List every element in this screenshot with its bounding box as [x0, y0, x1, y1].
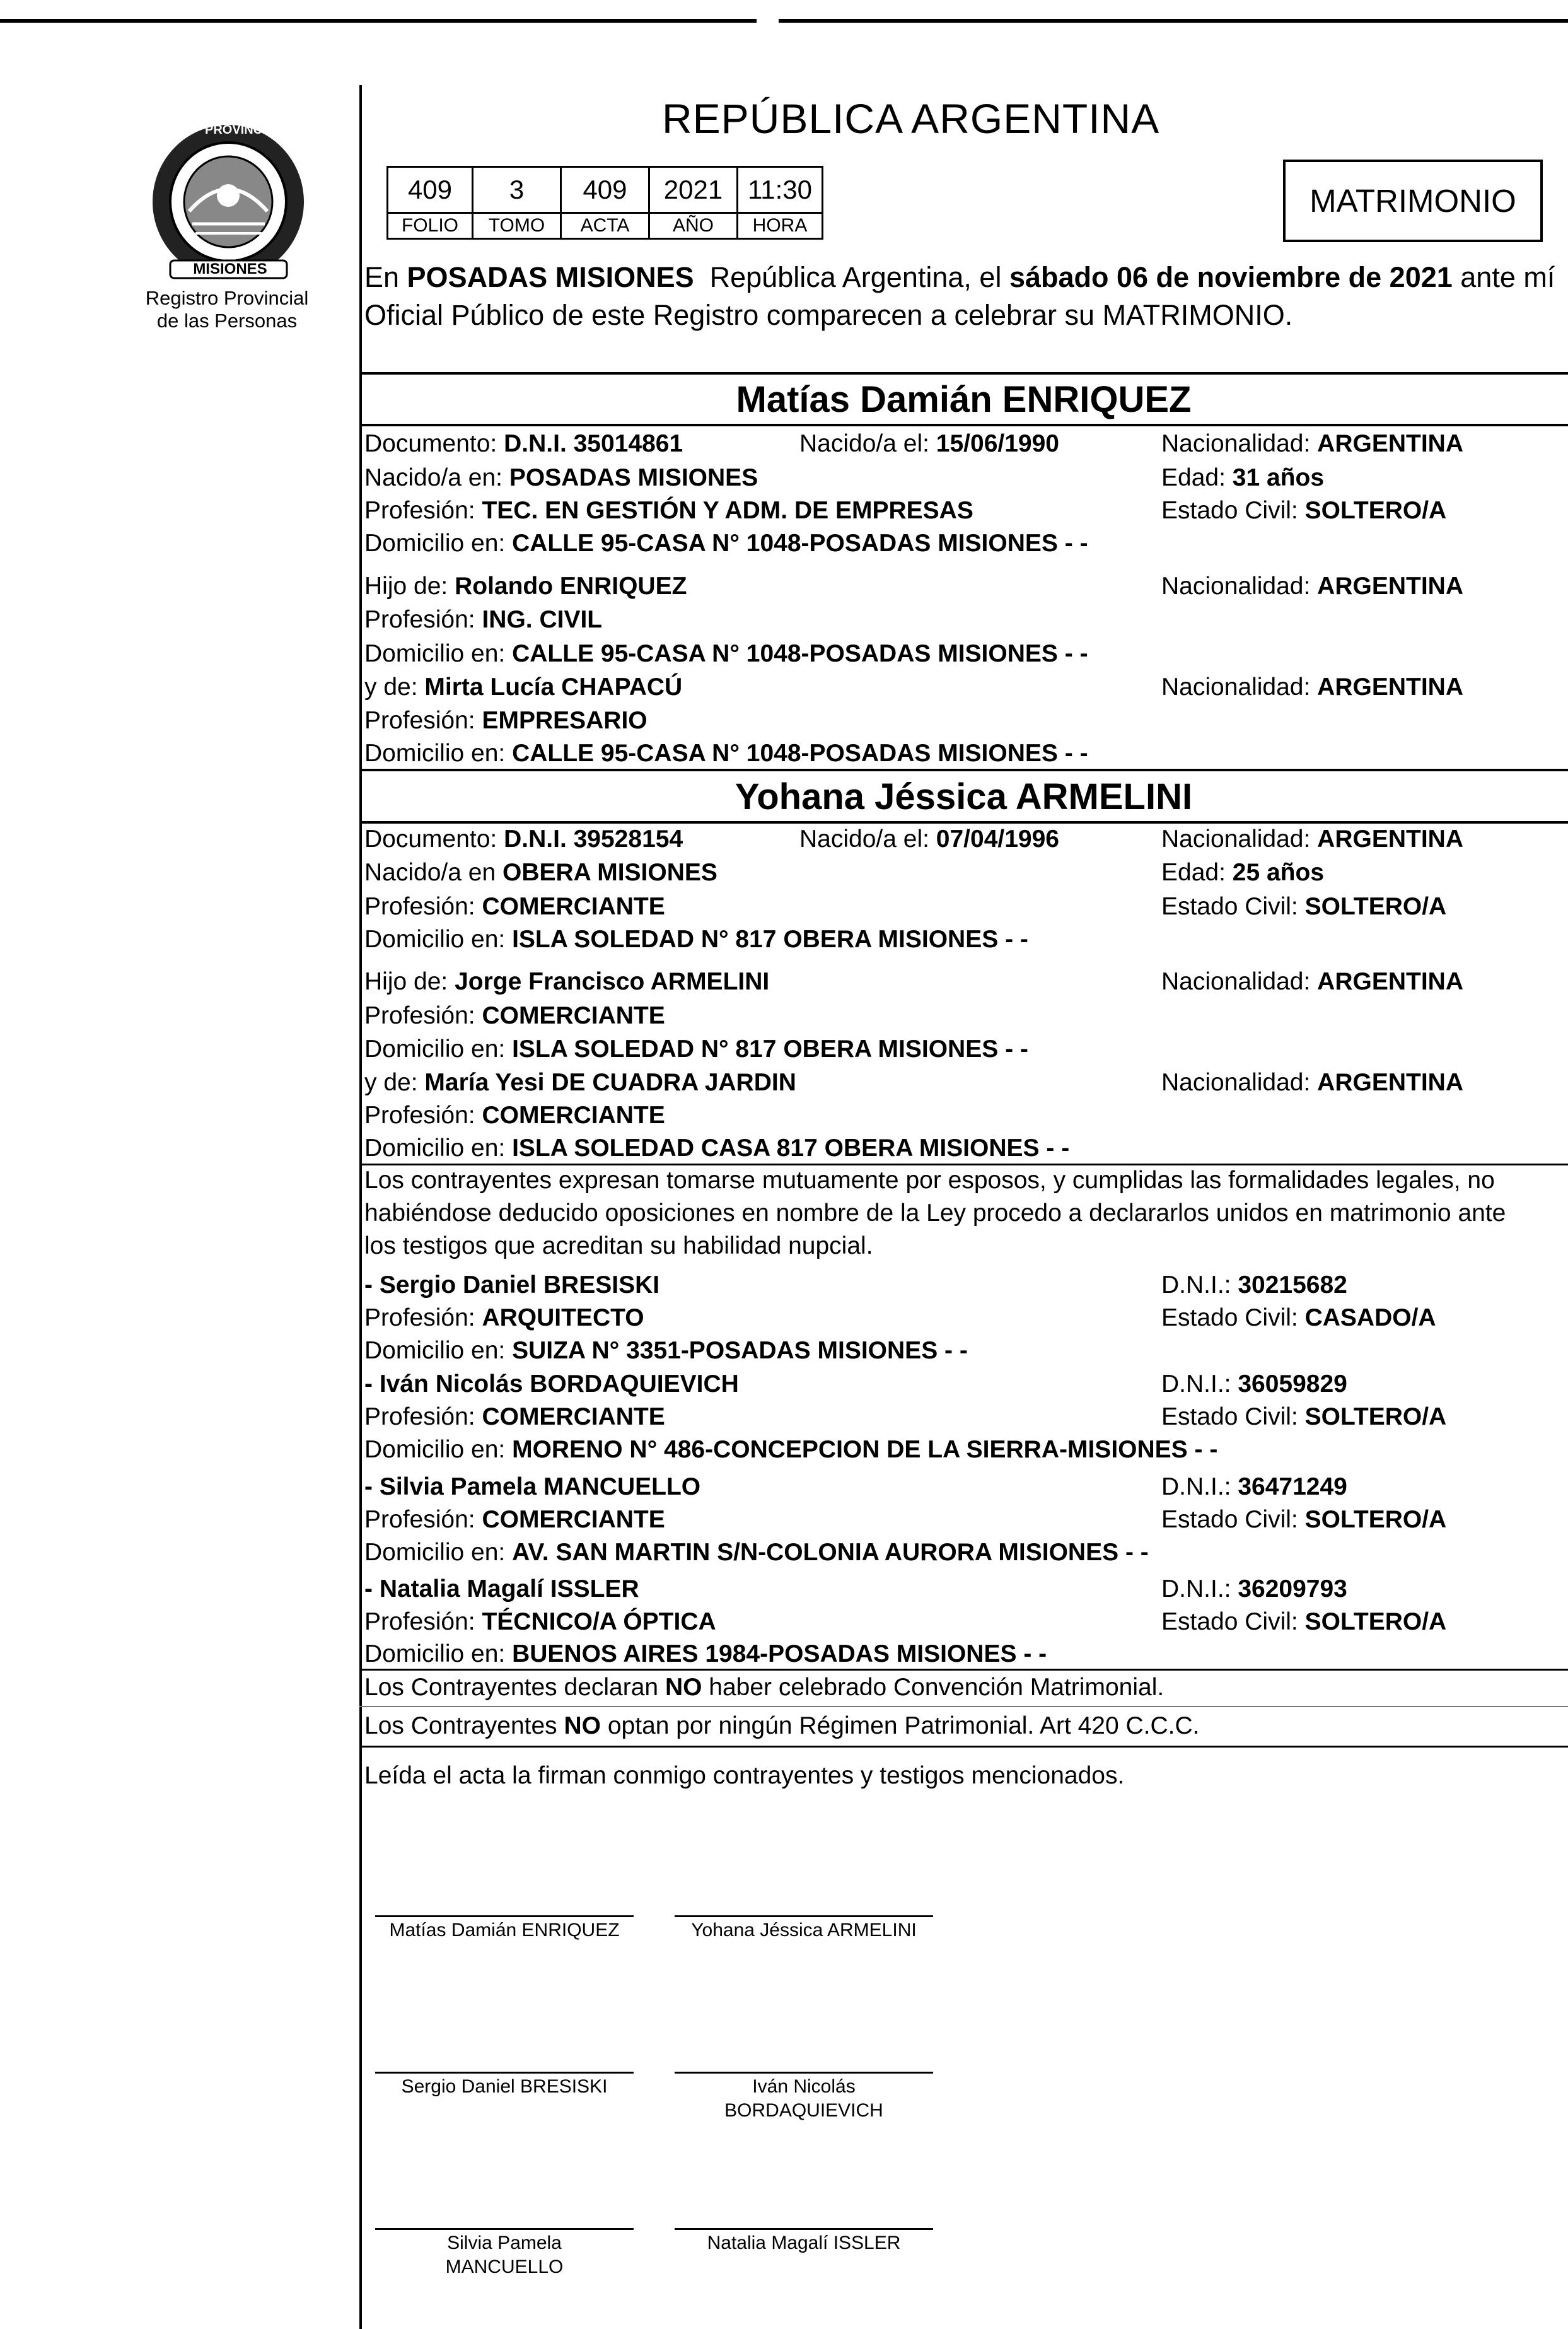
witness2-name: - Iván Nicolás BORDAQUIEVICH [364, 1370, 739, 1398]
spouse2-mother-address: Domicilio en: ISLA SOLEDAD CASA 817 OBERA MISIONES - - [364, 1135, 1070, 1162]
spouse2-father: Hijo de: Jorge Francisco ARMELINI [364, 968, 770, 995]
acta-label: ACTA [561, 213, 649, 239]
spouse2-father-profession: Profesión: COMERCIANTE [364, 1002, 665, 1029]
divider [359, 769, 1568, 771]
spouse2-age: Edad: 25 años [1161, 859, 1325, 886]
witness4-address: Domicilio en: BUENOS AIRES 1984-POSADAS MISIONES - - [364, 1640, 1047, 1667]
witness3-profession: Profesión: COMERCIANTE [364, 1506, 665, 1533]
spouse1-profession: Profesión: TEC. EN GESTIÓN Y ADM. DE EMPRESAS [364, 497, 973, 524]
spouse1-age: Edad: 31 años [1161, 464, 1325, 491]
spouse2-birthdate: Nacido/a el: 07/04/1996 [799, 826, 1059, 853]
witness1-name: - Sergio Daniel BRESISKI [364, 1271, 660, 1299]
witness1-civil-status: Estado Civil: CASADO/A [1161, 1304, 1436, 1331]
witness4-civil-status: Estado Civil: SOLTERO/A [1161, 1608, 1447, 1635]
signature-name-5-line1: Silvia Pamela [447, 2233, 562, 2253]
spouse2-mother: y de: María Yesi DE CUADRA JARDIN [364, 1069, 796, 1096]
provincial-seal-icon [145, 117, 312, 284]
record-table [386, 166, 823, 240]
closing-text: Leída el acta la firman conmigo contrayentes y testigos mencionados. [364, 1762, 1125, 1789]
signature-name-5-line2: MANCUELLO [445, 2256, 564, 2277]
hour-value: 11:30 [738, 167, 823, 213]
registry-label [107, 287, 347, 332]
signature-line [375, 2228, 634, 2230]
year-value: 2021 [649, 167, 738, 213]
spouse1-nationality: Nacionalidad: ARGENTINA [1161, 430, 1464, 457]
witness3-address: Domicilio en: AV. SAN MARTIN S/N-COLONIA AURORA MISIONES - - [364, 1539, 1149, 1566]
spouse1-document: Documento: D.N.I. 35014861 [364, 430, 683, 457]
witness1-profession: Profesión: ARQUITECTO [364, 1304, 644, 1331]
convention-line2: Los Contrayentes NO optan por ningún Régimen Patrimonial. Art 420 C.C.C. [364, 1712, 1200, 1739]
witness2-profession: Profesión: COMERCIANTE [364, 1403, 665, 1430]
seal-text-top: PROVINCIA DE [205, 123, 296, 137]
declaration-line1: Los contrayentes expresan tomarse mutuamente por esposos, y cumplidas las formalidades legales, no [364, 1167, 1495, 1194]
record-type-badge: MATRIMONIO [1283, 160, 1543, 242]
spouse2-mother-nationality: Nacionalidad: ARGENTINA [1161, 1069, 1464, 1096]
acta-value: 409 [561, 167, 649, 213]
signature-name-1: Matías Damián ENRIQUEZ [389, 1920, 620, 1941]
divider [359, 372, 1568, 375]
spouse1-address: Domicilio en: CALLE 95-CASA N° 1048-POSADAS MISIONES - - [364, 530, 1088, 557]
spouse2-mother-profession: Profesión: COMERCIANTE [364, 1102, 665, 1129]
registry-label-line1: Registro Provincial [145, 287, 309, 309]
divider [359, 821, 1568, 824]
tomo-label: TOMO [473, 213, 561, 239]
spouse2-father-nationality: Nacionalidad: ARGENTINA [1161, 968, 1464, 995]
spouse1-mother-profession: Profesión: EMPRESARIO [364, 707, 648, 734]
folio-label: FOLIO [388, 213, 473, 239]
witness3-name: - Silvia Pamela MANCUELLO [364, 1473, 701, 1500]
spouse2-father-address: Domicilio en: ISLA SOLEDAD N° 817 OBERA MISIONES - - [364, 1036, 1028, 1063]
spouse1-birthdate: Nacido/a el: 15/06/1990 [799, 430, 1059, 457]
witness1-dni: D.N.I.: 30215682 [1161, 1271, 1347, 1299]
year-label: AÑO [649, 213, 738, 239]
hour-label: HORA [738, 213, 823, 239]
witness4-name: - Natalia Magalí ISSLER [364, 1575, 639, 1602]
intro-line1: En POSADAS MISIONES República Argentina, el sábado 06 de noviembre de 2021 ante mí [364, 261, 1555, 293]
witness2-dni: D.N.I.: 36059829 [1161, 1370, 1347, 1398]
spouse2-document: Documento: D.N.I. 39528154 [364, 826, 683, 853]
spouse2-profession: Profesión: COMERCIANTE [364, 893, 665, 920]
spouse1-civil-status: Estado Civil: SOLTERO/A [1161, 497, 1447, 524]
spouse1-mother-address: Domicilio en: CALLE 95-CASA N° 1048-POSADAS MISIONES - - [364, 740, 1088, 767]
spouse2-birthplace: Nacido/a en OBERA MISIONES [364, 859, 717, 886]
spouse1-mother-nationality: Nacionalidad: ARGENTINA [1161, 674, 1464, 701]
divider [359, 424, 1568, 426]
witness3-dni: D.N.I.: 36471249 [1161, 1473, 1347, 1500]
witness3-civil-status: Estado Civil: SOLTERO/A [1161, 1506, 1447, 1533]
signature-line [675, 1915, 933, 1917]
spouse2-name: Yohana Jéssica ARMELINI [735, 776, 1193, 817]
left-margin-rule [359, 85, 362, 2329]
tomo-value: 3 [473, 167, 561, 213]
witness2-address: Domicilio en: MORENO N° 486-CONCEPCION DE LA SIERRA-MISIONES - - [364, 1436, 1218, 1463]
signature-name-3: Sergio Daniel BRESISKI [401, 2076, 608, 2097]
witness1-address: Domicilio en: SUIZA N° 3351-POSADAS MISIONES - - [364, 1337, 968, 1364]
declaration-line3: los testigos que acreditan su habilidad nupcial. [364, 1232, 873, 1259]
divider [359, 1706, 1568, 1707]
spouse1-father-profession: Profesión: ING. CIVIL [364, 606, 603, 633]
signature-line [375, 1915, 634, 1917]
signature-name-5 [375, 2231, 634, 2279]
witness4-dni: D.N.I.: 36209793 [1161, 1575, 1347, 1602]
intro-paragraph [364, 259, 1555, 334]
folio-value: 409 [388, 167, 473, 213]
spouse1-father-address: Domicilio en: CALLE 95-CASA N° 1048-POSADAS MISIONES - - [364, 640, 1088, 667]
signature-line [675, 2228, 933, 2230]
top-rule-left [0, 19, 757, 23]
spouse2-civil-status: Estado Civil: SOLTERO/A [1161, 893, 1447, 920]
signature-name-4-line1: Iván Nicolás [752, 2076, 856, 2097]
top-rule-right [779, 19, 1568, 23]
signature-line [675, 2072, 933, 2074]
spouse1-birthplace: Nacido/a en: POSADAS MISIONES [364, 464, 758, 491]
registry-label-line2: de las Personas [156, 310, 298, 332]
spouse2-address: Domicilio en: ISLA SOLEDAD N° 817 OBERA MISIONES - - [364, 926, 1028, 953]
signature-name-6: Natalia Magalí ISSLER [707, 2233, 901, 2253]
divider [359, 1746, 1568, 1748]
witness4-profession: Profesión: TÉCNICO/A ÓPTICA [364, 1608, 716, 1635]
spouse1-name: Matías Damián ENRIQUEZ [736, 379, 1192, 420]
witness2-civil-status: Estado Civil: SOLTERO/A [1161, 1403, 1447, 1430]
seal-text-bottom: MISIONES [193, 260, 267, 277]
intro-line2: Oficial Público de este Registro comparecen a celebrar su MATRIMONIO. [364, 299, 1293, 331]
convention-line1: Los Contrayentes declaran NO haber celebrado Convención Matrimonial. [364, 1674, 1164, 1701]
page-title: REPÚBLICA ARGENTINA [662, 95, 1160, 142]
spouse1-father-nationality: Nacionalidad: ARGENTINA [1161, 573, 1464, 600]
divider [359, 1669, 1568, 1671]
declaration-line2: habiéndose deducido oposiciones en nombre de la Ley procedo a declararlos unidos en matrimonio ante [364, 1200, 1506, 1227]
signature-line [375, 2072, 634, 2074]
signature-name-4 [675, 2075, 933, 2123]
spouse2-nationality: Nacionalidad: ARGENTINA [1161, 826, 1464, 853]
signature-name-2: Yohana Jéssica ARMELINI [691, 1920, 917, 1941]
spouse1-mother: y de: Mirta Lucía CHAPACÚ [364, 674, 683, 701]
signature-name-4-line2: BORDAQUIEVICH [724, 2100, 883, 2121]
spouse1-father: Hijo de: Rolando ENRIQUEZ [364, 573, 687, 600]
